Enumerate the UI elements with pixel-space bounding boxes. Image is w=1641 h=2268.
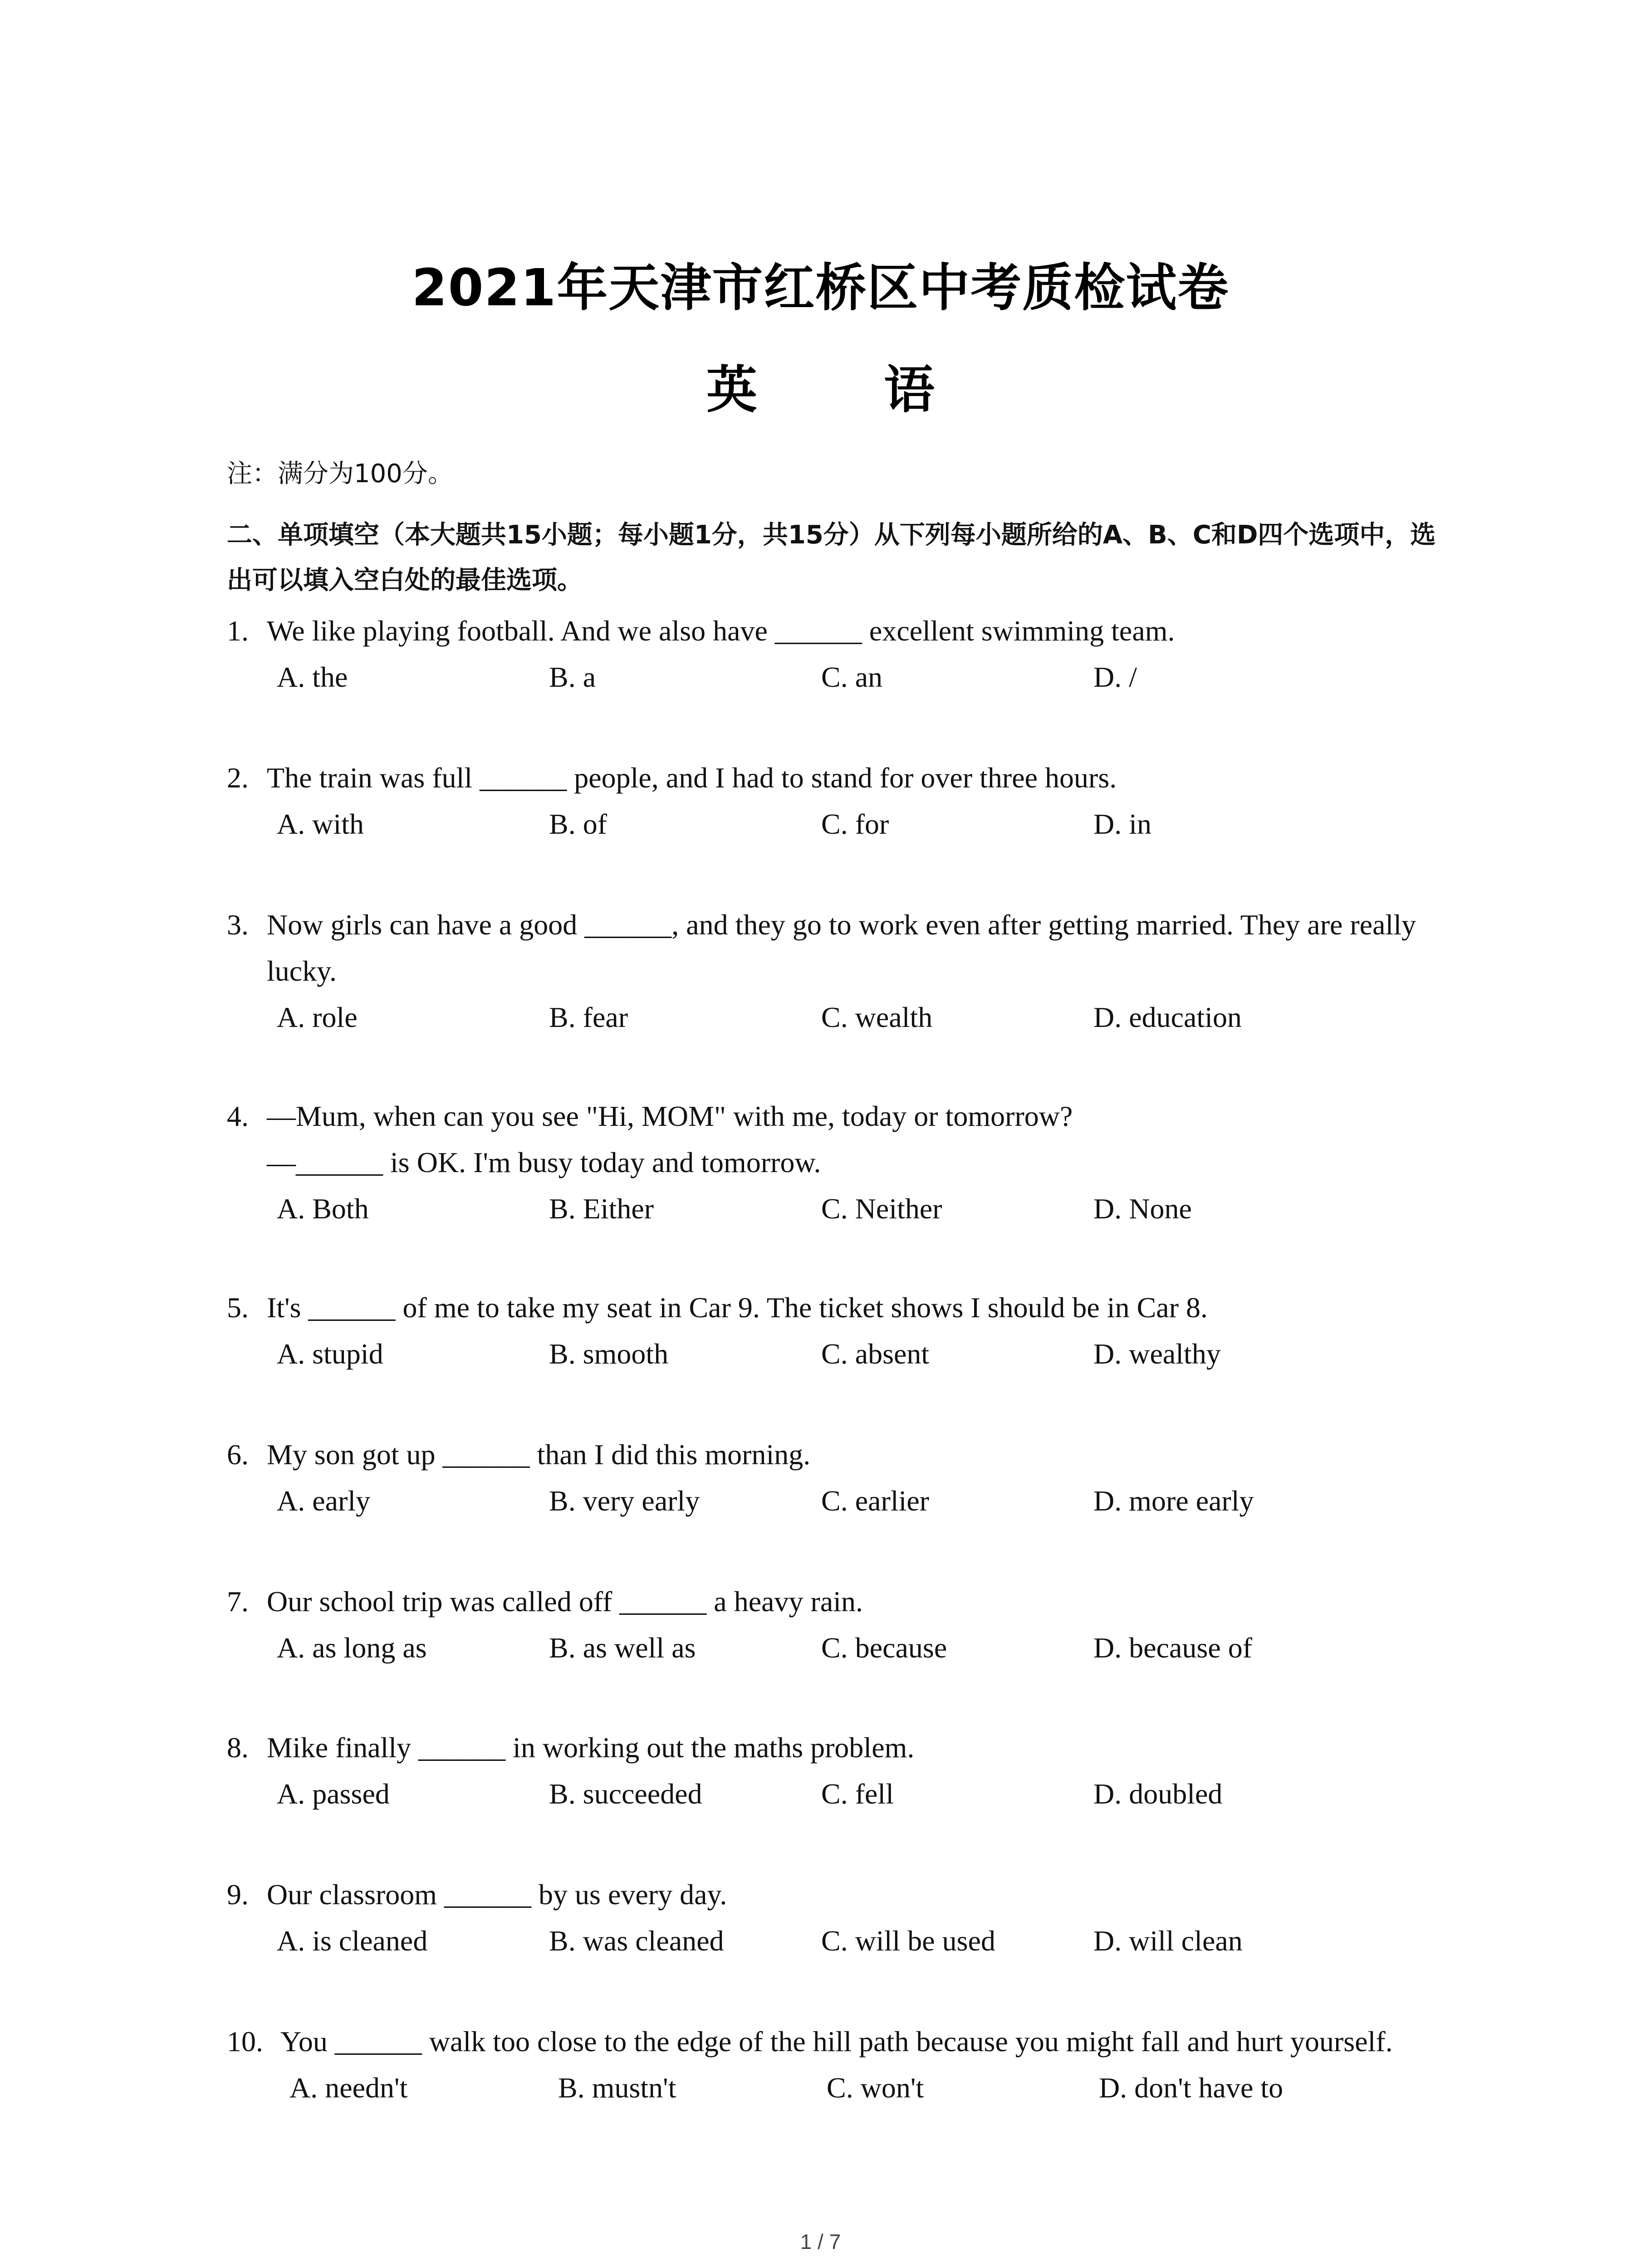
option-a: A. as long as [277, 1632, 427, 1664]
option-c: C. will be used [821, 1925, 995, 1957]
option-b: B. Either [549, 1193, 654, 1225]
question-6 [227, 1432, 1469, 1524]
question-stem: Our school trip was called off ______ a heavy rain. [267, 1585, 863, 1618]
question-stem: My son got up ______ than I did this morning. [267, 1438, 811, 1471]
option-a: A. with [277, 808, 364, 840]
option-d: D. will clean [1093, 1925, 1243, 1957]
option-b: B. mustn't [558, 2072, 676, 2104]
option-d: D. wealthy [1093, 1338, 1221, 1370]
exam-title: 2021年天津市红桥区中考质检试卷 [411, 259, 1230, 318]
option-d: D. education [1093, 1001, 1242, 1033]
question-number: 2. [227, 762, 249, 794]
option-d: D. doubled [1093, 1778, 1223, 1810]
question-number: 4. [227, 1100, 249, 1132]
option-a: A. early [277, 1485, 371, 1517]
option-c: C. for [821, 808, 889, 840]
question-number: 3. [227, 909, 249, 941]
option-d: D. None [1093, 1193, 1192, 1225]
question-3 [227, 902, 1469, 1041]
option-b: B. succeeded [549, 1778, 702, 1810]
option-c: C. earlier [821, 1485, 930, 1517]
question-7 [227, 1579, 1469, 1671]
option-c: C. an [821, 661, 883, 693]
option-a: A. stupid [277, 1338, 383, 1370]
option-b: B. a [549, 661, 596, 693]
option-a: A. Both [277, 1193, 369, 1225]
section-heading: 二、单项填空（本大题共15小题；每小题1分，共15分）从下列每小题所给的A、B、C和D四个选项中，选出可以填入空白处的最佳选项。 [227, 520, 1436, 595]
question-stem: Now girls can have a good ______, and they go to work even after getting married. They are really lucky. [267, 909, 1416, 987]
option-d: D. / [1093, 661, 1137, 693]
option-b: B. very early [549, 1485, 700, 1517]
question-number: 9. [227, 1878, 249, 1911]
option-d: D. more early [1093, 1485, 1254, 1517]
option-c: C. won't [827, 2072, 924, 2104]
option-c: C. wealth [821, 1001, 933, 1033]
question-4 [227, 1093, 1469, 1232]
option-a: A. passed [277, 1778, 390, 1810]
question-stem: We like playing football. And we also have ______ excellent swimming team. [267, 615, 1175, 647]
option-d: D. don't have to [1099, 2072, 1283, 2104]
question-number: 7. [227, 1585, 249, 1618]
page-number: 1 / 7 [800, 2230, 841, 2253]
option-b: B. was cleaned [549, 1925, 724, 1957]
option-a: A. needn't [289, 2072, 408, 2104]
option-b: B. of [549, 808, 607, 840]
question-number: 5. [227, 1291, 249, 1324]
question-stem: Mike finally ______ in working out the maths problem. [267, 1731, 915, 1764]
subject-title: 英 语 [706, 361, 989, 420]
question-stem: It's ______ of me to take my seat in Car 9. The ticket shows I should be in Car 8. [267, 1291, 1208, 1324]
question-10 [227, 2019, 1483, 2111]
question-8 [227, 1725, 1469, 1817]
option-c: C. Neither [821, 1193, 942, 1225]
question-number: 1. [227, 615, 249, 647]
question-stem: You ______ walk too close to the edge of the hill path because you might fall and hurt yourself. [280, 2025, 1393, 2058]
option-a: A. the [277, 661, 348, 693]
question-stem-reply: —______ is OK. I'm busy today and tomorrow. [267, 1146, 821, 1178]
option-a: A. is cleaned [277, 1925, 428, 1957]
option-d: D. in [1093, 808, 1151, 840]
question-number: 6. [227, 1438, 249, 1471]
option-b: B. smooth [549, 1338, 669, 1370]
question-stem: —Mum, when can you see "Hi, MOM" with me, today or tomorrow? [267, 1100, 1073, 1132]
score-note: 注：满分为100分。 [227, 459, 453, 489]
question-stem: The train was full ______ people, and I had to stand for over three hours. [267, 762, 1117, 794]
option-b: B. as well as [549, 1632, 696, 1664]
option-c: C. fell [821, 1778, 894, 1810]
question-1 [227, 608, 1469, 700]
option-b: B. fear [549, 1001, 628, 1033]
option-d: D. because of [1093, 1632, 1253, 1664]
option-a: A. role [277, 1001, 358, 1033]
question-2 [227, 755, 1469, 847]
option-c: C. because [821, 1632, 947, 1664]
question-stem: Our classroom ______ by us every day. [267, 1878, 727, 1911]
question-number: 10. [227, 2025, 263, 2058]
question-9 [227, 1872, 1469, 1964]
question-number: 8. [227, 1731, 249, 1764]
question-5 [227, 1285, 1469, 1377]
option-c: C. absent [821, 1338, 930, 1370]
